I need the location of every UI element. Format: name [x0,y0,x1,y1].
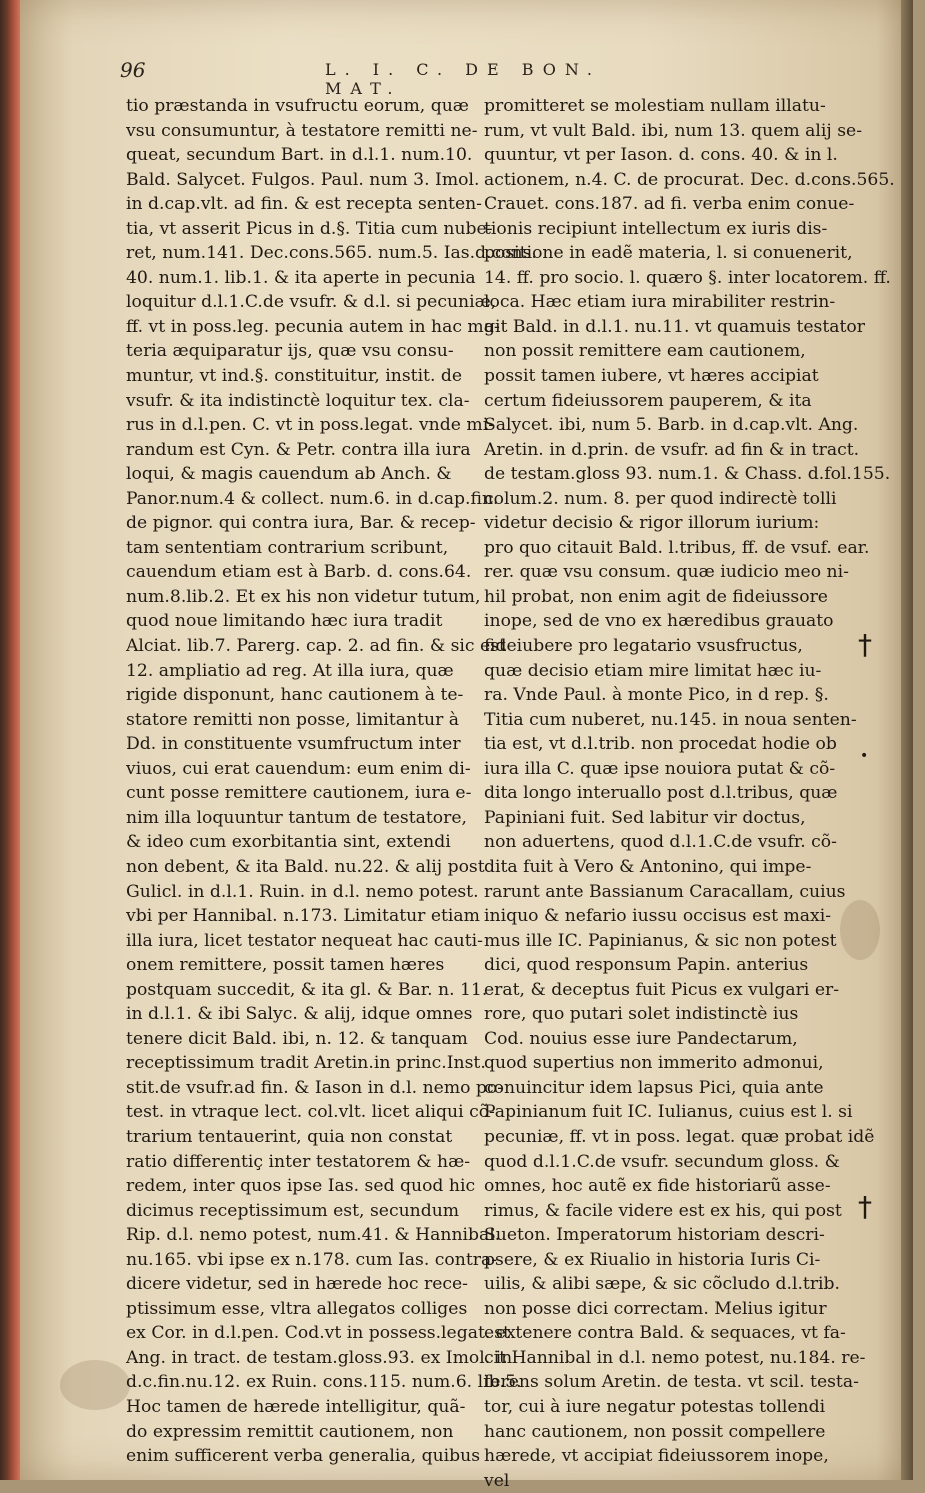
right-column-line: quuntur, vt per Iason. d. cons. 40. & in l. [484,145,838,166]
left-column-line: Bald. Salycet. Fulgos. Paul. num 3. Imol. [126,169,480,190]
right-column-line: possit tamen iubere, vt hæres accipiat [484,366,819,387]
right-column-line: promitteret se molestiam nullam illatu- [484,96,826,116]
right-column-line: de testam.gloss 93. num.1. & Chass. d.fol.155. [484,464,891,485]
book-spine [0,0,20,1480]
left-column-line: teria æquiparatur ijs, quæ vsu consu- [126,341,454,362]
right-column-line: cit Hannibal in d.l. nemo potest, nu.184. re- [484,1347,866,1368]
right-column-line: rore, quo putari solet indistinctè ius [484,1004,799,1025]
right-column-line: tor, cui à iure negatur potestas tollendi [484,1396,826,1417]
left-column-line: rigide disponunt, hanc cautionem à te- [126,685,464,706]
left-column-line: randum est Cyn. & Petr. contra illa iura [126,439,471,460]
right-column-line: uilis, & alibi sæpe, & sic cõcludo d.l.trib. [484,1274,841,1295]
right-column-line: non possit remittere eam cautionem, [484,341,806,362]
left-column-line: ex Cor. in d.l.pen. Cod.vt in possess.legat. ex [126,1323,516,1344]
margin-dagger-mark: † [858,1190,872,1223]
left-column-line: ret, num.141. Dec.cons.565. num.5. Ias.d.cons. [126,243,537,264]
page-edge [901,0,913,1480]
right-column-line: quod supertius non immerito admonui, [484,1053,824,1074]
left-column-line: receptissimum tradit Aretin.in princ.Inst. [126,1053,486,1074]
left-column-line: postquam succedit, & ita gl. & Bar. n. 11. [126,979,488,1000]
right-column-line: pecuniæ, ff. vt in poss. legat. quæ probat idẽ [484,1126,875,1147]
right-column-line: positione in eadẽ materia, l. si conuenerit, [484,243,853,264]
left-column-line: cunt posse remittere cautionem, iura e- [126,783,472,804]
left-column-line: Alciat. lib.7. Parerg. cap. 2. ad fin. & sic est [126,636,506,657]
left-column-line: nim illa loquuntur tantum de testatore, [126,807,467,828]
right-column-line: hil probat, non enim agit de fideiussore [484,586,828,607]
left-column-line: Dd. in constituente vsumfructum inter [126,734,461,755]
right-column-line: est tenere contra Bald. & sequaces, vt fa- [484,1323,846,1344]
right-column-line: Papinianum fuit IC. Iulianus, cuius est l. si [484,1102,853,1123]
right-column-line: conuincitur idem lapsus Pici, quia ante [484,1077,824,1098]
right-column-line: Titia cum nuberet, nu.145. in noua senten- [484,709,857,730]
right-column-line: inope, sed de vno ex hæredibus grauato [484,611,834,632]
right-column-line: fideiubere pro legatario vsusfructus, [484,636,803,657]
right-column-line: Crauet. cons.187. ad fi. verba enim conue- [484,194,855,215]
left-column-line: Panor.num.4 & collect. num.6. in d.cap.fin. [126,488,499,509]
left-column-line: de pignor. qui contra iura, Bar. & recep- [126,513,476,534]
left-column-line: loquitur d.l.1.C.de vsufr. & d.l. si pecuniæ, [126,292,497,313]
margin-dot-mark: • [860,748,869,764]
margin-dagger-mark: † [858,628,872,661]
left-column-line: queat, secundum Bart. in d.l.1. num.10. [126,145,473,166]
left-column-line: num.8.lib.2. Et ex his non videtur tutum, [126,586,481,607]
right-column-line: colum.2. num. 8. per quod indirectè tolli [484,488,837,509]
right-column-line: dita fuit à Vero & Antonino, qui impe- [484,856,812,877]
right-column-line: pro quo citauit Bald. l.tribus, ff. de vsuf. ear. [484,537,870,558]
left-column-line: in d.cap.vlt. ad fin. & est recepta senten- [126,194,482,215]
left-column-line: tio præstanda in vsufructu eorum, quæ [126,96,469,116]
right-column-line: omnes, hoc autẽ ex fide historiarũ asse- [484,1176,831,1197]
right-column-line: loca. Hæc etiam iura mirabiliter restrin- [484,292,836,313]
right-column-line: dici, quod responsum Papin. anterius [484,955,809,976]
left-column-line: in d.l.1. & ibi Salyc. & alij, idque omnes [126,1004,473,1025]
left-column-line: dicere videtur, sed in hærede hoc rece- [126,1274,468,1295]
left-column-line: do expressim remittit cautionem, non [126,1421,454,1442]
right-column-line: iniquo & nefario iussu occisus est maxi- [484,906,831,927]
left-column-line: 12. ampliatio ad reg. At illa iura, quæ [126,660,454,681]
right-column-line: rum, vt vult Bald. ibi, num 13. quem alij se- [484,120,862,141]
left-column-line: nu.165. vbi ipse ex n.178. cum Ias. contra- [126,1249,498,1270]
right-text-column [484,94,895,1493]
right-column-line: 14. ff. pro socio. l. quæro §. inter locatorem. ff. [484,267,891,288]
left-column-line: trarium tentauerint, quia non constat [126,1126,453,1147]
left-column-line: viuos, cui erat cauendum: eum enim di- [126,758,471,779]
left-column-line: onem remittere, possit tamen hæres [126,955,445,976]
right-column-line: git Bald. in d.l.1. nu.11. vt quamuis testator [484,316,865,337]
left-column-line: dicimus receptissimum est, secundum [126,1200,460,1221]
left-column-line: enim sufficerent verba generalia, quibus [126,1446,481,1467]
left-column-line: loqui, & magis cauendum ab Anch. & [126,464,452,485]
left-column-line: ptissimum esse, vltra allegatos colliges [126,1298,468,1319]
left-column-line: & ideo cum exorbitantia sint, extendi [126,832,451,853]
left-column-line: Hoc tamen de hærede intelligitur, quã- [126,1396,466,1417]
left-column-line: stit.de vsufr.ad fin. & Iason in d.l. nemo po- [126,1077,504,1098]
right-column-line: quæ decisio etiam mire limitat hæc iu- [484,660,822,681]
left-column-line: vbi per Hannibal. n.173. Limitatur etiam [126,906,480,927]
left-text-column [126,94,537,1469]
right-column-line: erat, & deceptus fuit Picus ex vulgari er- [484,979,840,1000]
right-column-line: vel [484,1470,510,1491]
left-column-line: vsu consumuntur, à testatore remitti ne- [126,120,478,141]
left-column-line: test. in vtraque lect. col.vlt. licet aliqui cõ- [126,1102,495,1123]
left-column-line: Ang. in tract. de testam.gloss.93. ex Imol. in [126,1347,513,1368]
right-column-line: videtur decisio & rigor illorum iurium: [484,513,820,534]
left-column-line: cauendum etiam est à Barb. d. cons.64. [126,562,472,583]
right-column-line: ra. Vnde Paul. à monte Pico, in d rep. §. [484,685,829,706]
left-column-line: rus in d.l.pen. C. vt in poss.legat. vnde mi- [126,415,494,436]
right-column-line: non posse dici correctam. Melius igitur [484,1298,827,1319]
left-column-line: Rip. d.l. nemo potest, num.41. & Hannibal. [126,1225,501,1246]
left-column-line: 40. num.1. lib.1. & ita aperte in pecunia [126,267,476,288]
right-column-line: dita longo interuallo post d.l.tribus, quæ [484,783,838,804]
right-column-line: certum fideiussorem pauperem, & ita [484,390,812,411]
left-column-line: ff. vt in poss.leg. pecunia autem in hac ma- [126,316,500,337]
right-column-line: psere, & ex Riualio in historia Iuris Ci- [484,1249,821,1270]
right-column-line: rarunt ante Bassianum Caracallam, cuius [484,881,846,902]
left-column-line: statore remitti non posse, limitantur à [126,709,459,730]
right-column-line: Papiniani fuit. Sed labitur vir doctus, [484,807,806,828]
left-column-line: tenere dicit Bald. ibi, n. 12. & tanquam [126,1028,468,1049]
right-column-line: tia est, vt d.l.trib. non procedat hodie ob [484,734,837,755]
paper-stain [60,1360,130,1410]
left-column-line: ratio differentiç inter testatorem & hæ- [126,1151,471,1172]
left-column-line: redem, inter quos ipse Ias. sed quod hic [126,1176,476,1197]
left-column-line: quod noue limitando hæc iura tradit [126,611,443,632]
right-column-line: actionem, n.4. C. de procurat. Dec. d.cons.565. [484,169,895,190]
left-column-line: non debent, & ita Bald. nu.22. & alij post [126,856,485,877]
right-column-line: Aretin. in d.prin. de vsufr. ad fin & in tract. [484,439,860,460]
running-head: L. I. C. DE BON. MAT. [325,60,601,98]
right-column-line: Sueton. Imperatorum historiam descri- [484,1225,825,1246]
right-column-line: iura illa C. quæ ipse nouiora putat & cõ- [484,758,836,779]
left-column-line: Gulicl. in d.l.1. Ruin. in d.l. nemo potest. [126,881,479,902]
right-column-line: Cod. nouius esse iure Pandectarum, [484,1028,798,1049]
left-column-line: tia, vt asserit Picus in d.§. Titia cum nube- [126,218,493,239]
right-column-line: hanc cautionem, non possit compellere [484,1421,826,1442]
right-column-line: rimus, & facile videre est ex his, qui post [484,1200,842,1221]
left-column-line: illa iura, licet testator nequeat hac cauti- [126,930,483,951]
right-column-line: Salycet. ibi, num 5. Barb. in d.cap.vlt. Ang. [484,415,859,436]
left-column-line: d.c.fin.nu.12. ex Ruin. cons.115. num.6. lib.5. [126,1372,522,1393]
left-column-line: tam sententiam contrarium scribunt, [126,537,449,558]
right-column-line: mus ille IC. Papinianus, & sic non potest [484,930,837,951]
right-column-line: ferens solum Aretin. de testa. vt scil. testa- [484,1372,859,1393]
right-column-line: tionis recipiunt intellectum ex iuris dis- [484,218,828,239]
right-column-line: non aduertens, quod d.l.1.C.de vsufr. cõ- [484,832,837,853]
right-column-line: hærede, vt accipiat fideiussorem inope, [484,1446,829,1467]
right-column-line: rer. quæ vsu consum. quæ iudicio meo ni- [484,562,849,583]
right-column-line: quod d.l.1.C.de vsufr. secundum gloss. & [484,1151,840,1172]
left-column-line: vsufr. & ita indistinctè loquitur tex. cla- [126,390,470,411]
page-header [120,58,640,98]
left-column-line: muntur, vt ind.§. constituitur, instit. de [126,366,463,387]
page-number: 96 [120,58,146,82]
